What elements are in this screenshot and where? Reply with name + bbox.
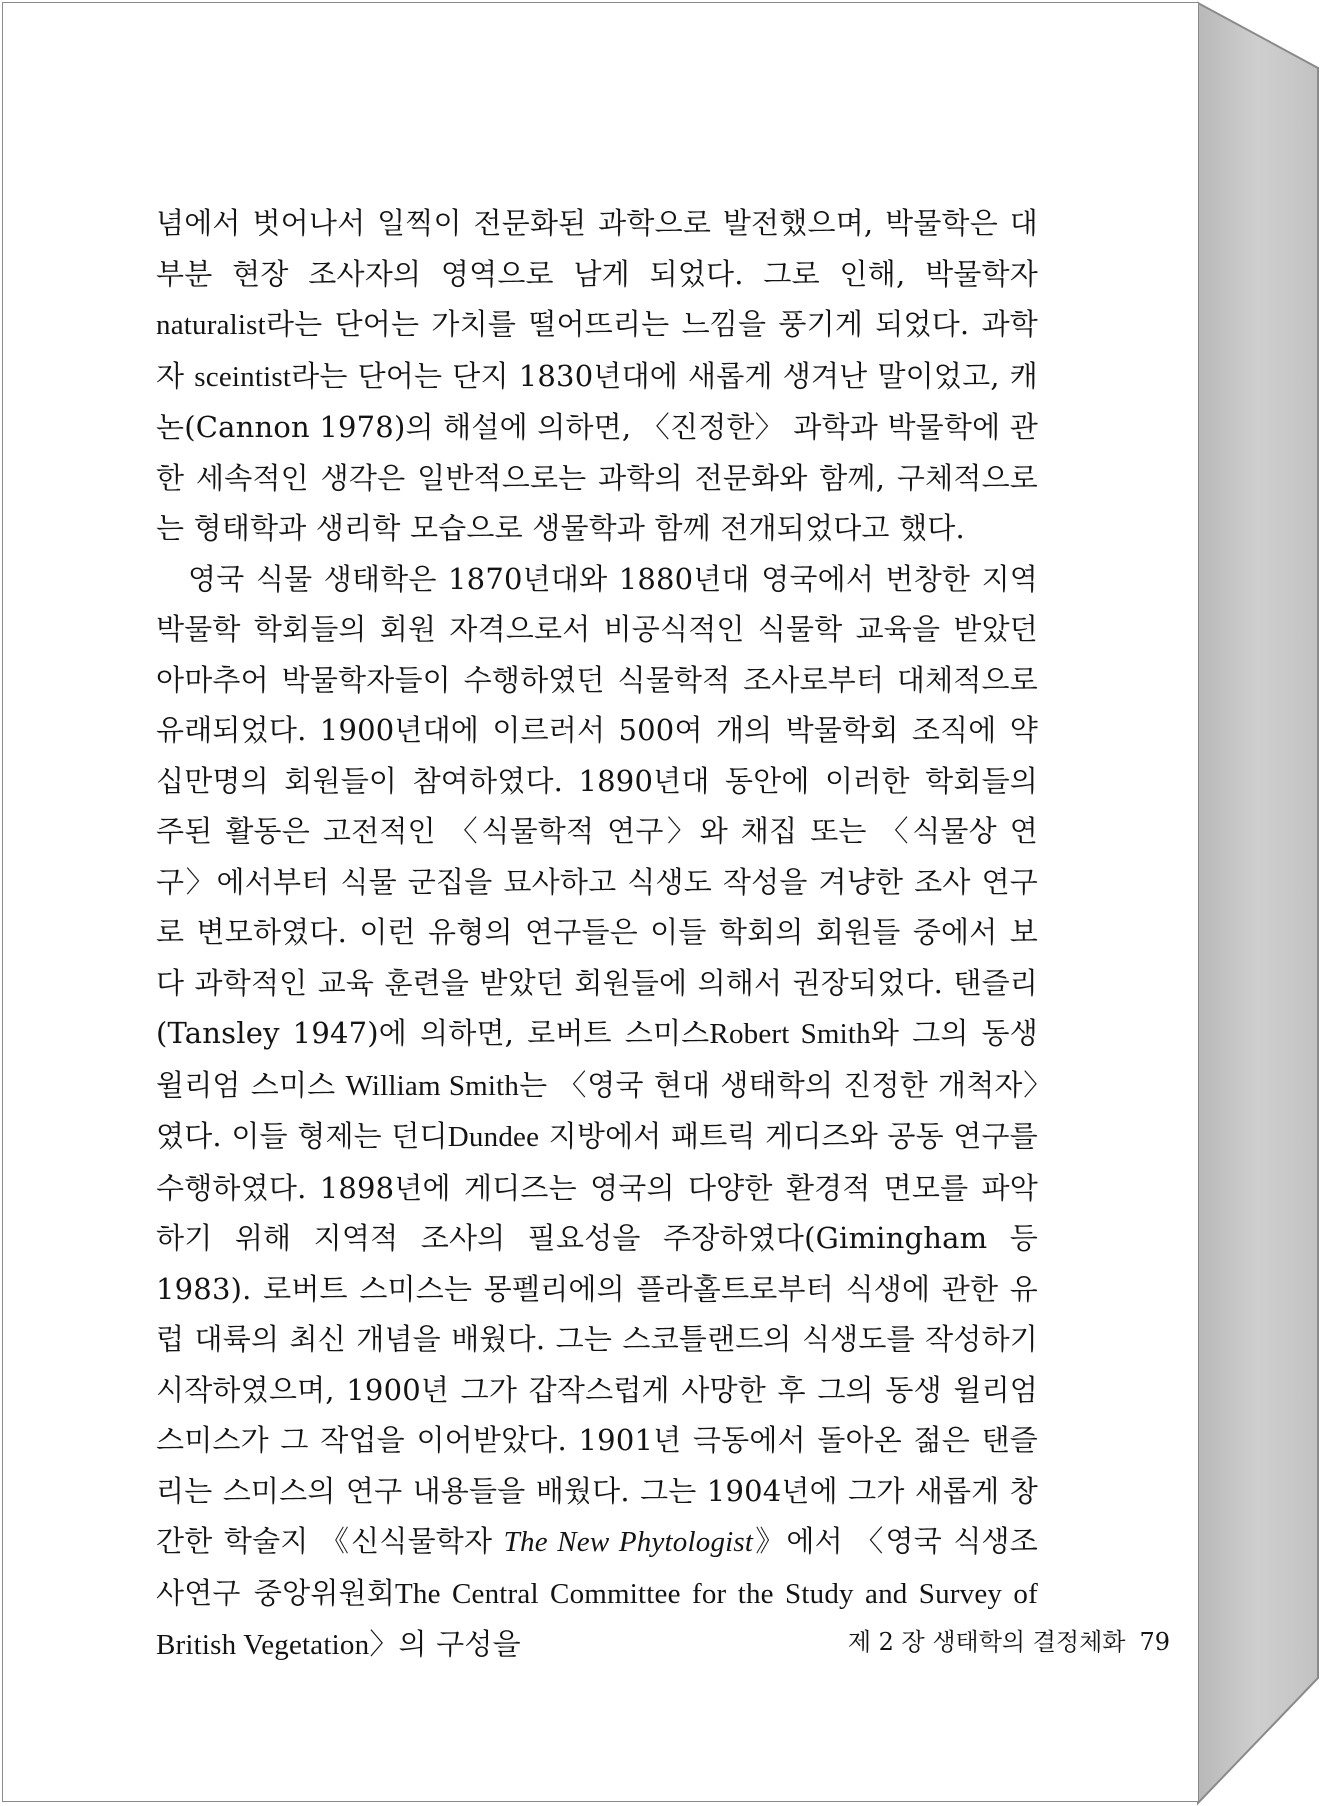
page-body: [156, 198, 1038, 1671]
text-segment: 는 〈영국 현대 생태학의 진정한 개척자〉였다. 이들 형제는 던디: [156, 1067, 1038, 1153]
running-footer-chapter: 제 2 장 생태학의 결정체화: [847, 1628, 1126, 1656]
paragraph-2: [156, 554, 1038, 1671]
page-number: 79: [1139, 1628, 1170, 1656]
latin-term-scientist: sceintist: [194, 360, 292, 393]
paragraph-1: [156, 198, 1038, 554]
text-segment: 념에서 벗어나서 일찍이 전문화된 과학으로 발전했으며, 박물학은 대부분 현장 조사자의 영역으로 남게 되었다. 그로 인해, 박물학자: [156, 206, 1038, 291]
text-segment: 》에서 〈영국 식생조사연구 중앙위원회: [156, 1524, 1038, 1610]
journal-title: The New Phytologist: [503, 1526, 754, 1558]
text-segment: 와 그의 동생 윌리엄 스미스: [156, 1016, 1038, 1102]
committee-name: The Central Committee for the Study and Survey of British Vegetation: [156, 1577, 1038, 1661]
text-segment: 〉의 구성을: [369, 1627, 521, 1661]
latin-name-william-smith: William Smith: [345, 1069, 520, 1102]
latin-name-robert-smith: Robert Smith: [709, 1018, 871, 1050]
latin-place-dundee: Dundee: [447, 1121, 540, 1153]
latin-term-naturalist: naturalist: [156, 309, 266, 341]
page-footer: [848, 1622, 1170, 1657]
text-segment: 지방에서 패트릭 게디즈와 공동 연구를 수행하였다. 1898년에 게디즈는 영국의 다양한 환경적 면모를 파악하기 위해 지역적 조사의 필요성을 주장하였다(Gimingham 등 1983). 로버트 스미스는 몽펠리에의 플라홀트로부터 식생에 관한 유럽 대륙의 최신 개념을 배웠다. 그는 스코틀랜드의 식생도를 작성하기 시작하였으며, 1900년 그가 갑작스럽게 사망한 후 그의 동생 윌리엄 스미스가 그 작업을 이어받았다. 1901년 극동에서 돌아온 젊은 탠즐리는 스미스의 연구 내용들을 배웠다. 그는 1904년에 그가 새롭게 창간한 학술지 《신식물학자: [156, 1119, 1038, 1558]
text-segment: 영국 식물 생태학은 1870년대와 1880년대 영국에서 번창한 지역 박물학 학회들의 회원 자격으로서 비공식적인 식물학 교육을 받았던 아마추어 박물학자들이 수행하였던 식물학적 조사로부터 대체적으로 유래되었다. 1900년대에 이르러서 500여 개의 박물학회 조직에 약 십만명의 회원들이 참여하였다. 1890년대 동안에 이러한 학회들의 주된 활동은 고전적인 〈식물학적 연구〉와 채집 또는 〈식물상 연구〉에서부터 식물 군집을 묘사하고 식생도 작성을 겨냥한 조사 연구로 변모하였다. 이런 유형의 연구들은 이들 학회의 회원들 중에서 보다 과학적인 교육 훈련을 받았던 회원들에 의해서 권장되었다. 탠즐리(Tansley 1947)에 의하면, 로버트 스미스: [156, 561, 1038, 1050]
text-segment: 라는 단어는 가치를 떨어뜨리는 느낌을 풍기게 되었다. 과학자: [156, 307, 1038, 393]
text-segment: 라는 단어는 단지 1830년대에 새롭게 생겨난 말이었고, 캐논(Cannon 1978)의 해설에 의하면, 〈진정한〉 과학과 박물학에 관한 세속적인 생각은 일반적으로는 과학의 전문화와 함께, 구체적으로는 형태학과 생리학 모습으로 생물학과 함께 전개되었다고 했다.: [156, 358, 1038, 545]
